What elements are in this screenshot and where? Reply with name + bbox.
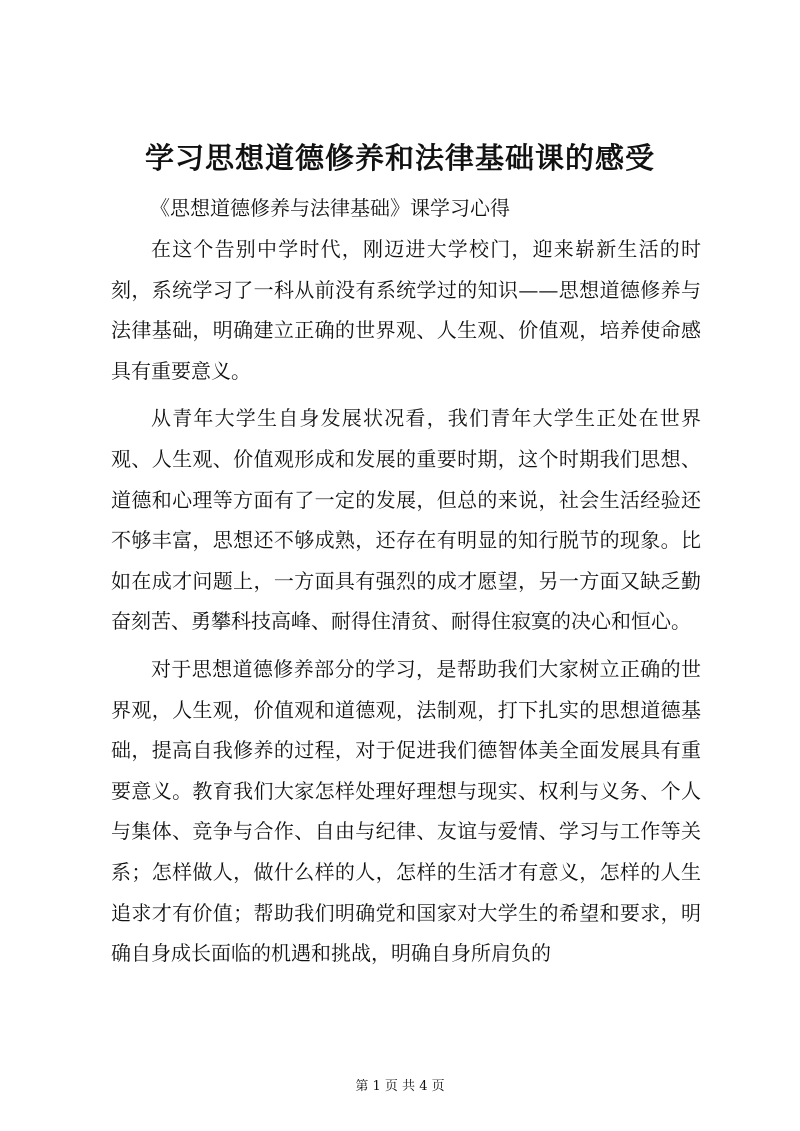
document-subtitle: 《思想道德修养与法律基础》课学习心得 [150, 196, 510, 220]
page-number-footer: 第 1 页 共 4 页 [355, 1079, 445, 1094]
document-body [111, 229, 701, 981]
paragraph-3: 对于思想道德修养部分的学习，是帮助我们大家树立正确的世界观，人生观，价值观和道德观，法制观，打下扎实的思想道德基础，提高自我修养的过程，对于促进我们德智体美全面发展具有重要意义。教育我们大家怎样处理好理想与现实、权利与义务、个人与集体、竞争与合作、自由与纪律、友谊与爱情、学习与工作等关系；怎样做人，做什么样的人，怎样的生活才有意义，怎样的人生追求才有价值；帮助我们明确党和国家对大学生的希望和要求，明确自身成长面临的机遇和挑战，明确自身所肩负的 [111, 656, 701, 966]
document-title: 学习思想道德修养和法律基础课的感受 [144, 141, 655, 175]
paragraph-2: 从青年大学生自身发展状况看，我们青年大学生正处在世界观、人生观、价值观形成和发展的重要时期，这个时期我们思想、道德和心理等方面有了一定的发展，但总的来说，社会生活经验还不够丰富，思想还不够成熟，还存在有明显的知行脱节的现象。比如在成才问题上，一方面具有强烈的成才愿望，另一方面又缺乏勤奋刻苦、勇攀科技高峰、耐得住清贫、耐得住寂寞的决心和恒心。 [111, 406, 701, 634]
paragraph-1: 在这个告别中学时代，刚迈进大学校门，迎来崭新生活的时刻，系统学习了一科从前没有系统学过的知识——思想道德修养与法律基础，明确建立正确的世界观、人生观、价值观，培养使命感具有重要意义。 [111, 237, 701, 383]
